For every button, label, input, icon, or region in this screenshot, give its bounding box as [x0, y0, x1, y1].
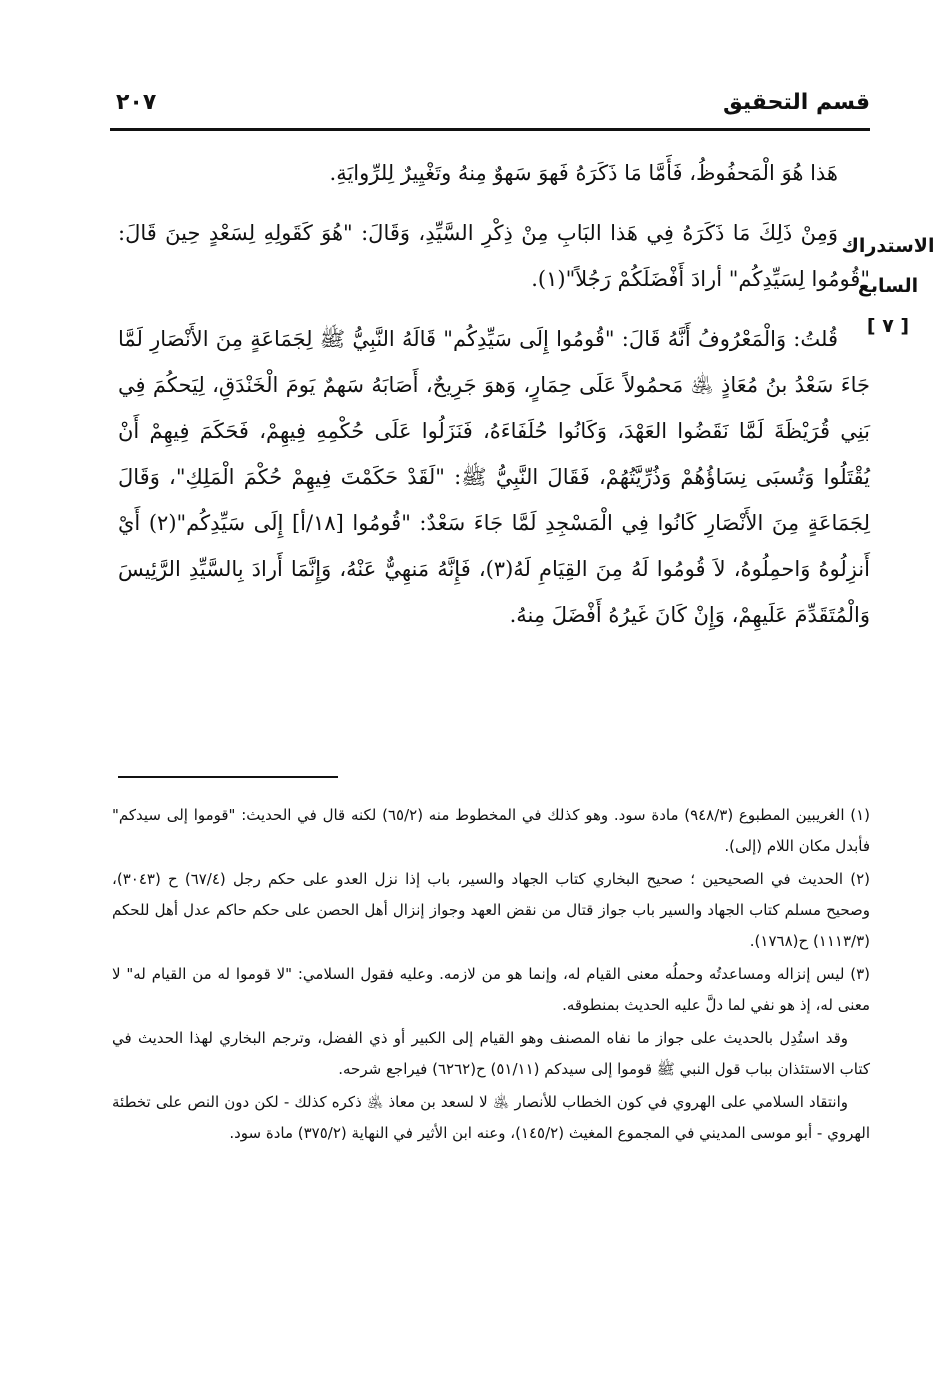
- header-title: قسم التحقيق: [723, 90, 870, 115]
- margin-note-line: السابع: [857, 275, 919, 297]
- footnote-separator: [118, 776, 338, 778]
- body-paragraph: هَذا هُوَ الْمَحفُوظُ، فَأَمَّا مَا ذَكَرَهُ فَهوَ سَهوٌ مِنهُ وتَغْيِيرٌ لِلرِّوايَةِ.: [329, 161, 838, 185]
- main-text: [118, 150, 870, 652]
- footnote: (٣) ليس إنزاله ومساعدتُه وحملُه معنى القيام له، وإنما هو من لازمه. وعليه فقول السلامي: "لا قوموا له من القيام له" لا معنى له، إذ هو نفي لما دلَّ عليه الحديث بمنطوقه.: [112, 965, 870, 1014]
- margin-note-line: [ ٧ ]: [866, 315, 910, 337]
- footnote-continuation: وانتقاد السلامي على الهروي في كون الخطاب للأنصار ﵁ لا لسعد بن معاذ ﵁ ذكره كذلك - لكن دون النص على تخطئة الهروي - أبو موسى المديني في المجموع المغيث (١٤٥/٢)، وعنه ابن الأثير في النهاية (٣٧٥/٢) مادة سود.: [112, 1093, 870, 1142]
- footnotes: [112, 800, 870, 1151]
- footnote: (١) الغريبين المطبوع (٩٤٨/٣) مادة سود. وهو كذلك في المخطوط منه (٦٥/٢) لكنه قال في الحديث: "قوموا إلى سيدكم" فأبدل مكان اللام (إلى).: [112, 806, 870, 855]
- footnote-continuation: وقد استُدِل بالحديث على جواز ما نفاه المصنف وهو القيام إلى الكبير أو ذي الفضل، وترجم البخاري لهذا الحديث في كتاب الاستئذان بباب قول النبي ﷺ قوموا إلى سيدكم (٥١/١١) ح(٦٢٦٢) فيراجع شرحه.: [112, 1029, 870, 1078]
- page-number: ٢٠٧: [116, 90, 157, 115]
- margin-note-line: الاستدراك: [841, 235, 935, 257]
- page-header: [110, 86, 870, 131]
- body-paragraph: وَمِنْ ذَلِكَ مَا ذَكَرَهُ فِي هَذا البَابِ مِنْ ذِكْرِ السَّيِّدِ، وَقَالَ: "هُوَ كَقَولِهِ لِسَعْدٍ حِينَ قَالَ: "قُومُوا لِسَيِّدِكُم" أرادَ أَفْضَلَكُمْ رَجُلاً"(١).: [118, 221, 870, 291]
- footnote: (٢) الحديث في الصحيحين ؛ صحيح البخاري كتاب الجهاد والسير، باب إذا نزل العدو على حكم رجل (٦٧/٤) ح (٣٠٤٣)، وصحيح مسلم كتاب الجهاد والسير باب جواز قتال من نقض العهد وجواز إنزال أهل الحصن على حكم حاكم عدل أهل للحكم (١١١٣/٣) ح(١٧٦٨).: [112, 870, 870, 950]
- body-paragraph: قُلتُ: وَالْمَعْرُوفُ أَنَّهُ قَالَ: "قُومُوا إِلَى سَيِّدِكُم" قَالَهُ النَّبِيُّ ﷺ لِجَمَاعَةٍ مِنَ الأَنْصَارِ لَمَّا جَاءَ سَعْدُ بنُ مُعَاذٍ ﵁ مَحمُولاً عَلَى حِمَارٍ، وَهوَ جَرِيحٌ، أَصَابَهُ سَهمٌ يَومَ الْخَنْدَقِ، لِيَحكُمَ فِي بَنِي قُرَيْظَةَ لَمَّا نَقَضُوا العَهْدَ، وَكَانُوا حُلَفَاءَهُ، فَنَزَلُوا عَلَى حُكْمِهِ فِيهِمْ، فَحَكَمَ فِيهِمْ أَنْ يُقْتَلُوا وَتُسبَى نِسَاؤُهُمْ وَذُرِّيَّتُهُمْ، فَقَالَ النَّبِيُّ ﷺ: "لَقَدْ حَكَمْتَ فِيهِمْ حُكْمَ الْمَلِكِ"، وَقَالَ لِجَمَاعَةٍ مِنَ الأَنْصَارِ كَانُوا فِي الْمَسْجِدِ لَمَّا جَاءَ سَعْدٌ: "قُومُوا [١٨/أ] إِلَى سَيِّدِكُم"(٢) أَيْ أَنزِلُوهُ وَاحمِلُوهُ، لاَ قُومُوا لَهُ مِنَ القِيَامِ لَهُ(٣)، فَإِنَّهُ مَنهِيٌّ عَنْهُ، وَإِنَّمَا أَرادَ بِالسَّيِّدِ الرَّئِيسَ وَالْمُتَقَدِّمَ عَلَيهِمْ، وَإِنْ كَانَ غَيرُهُ أَفْضَلَ مِنهُ.: [118, 327, 870, 627]
